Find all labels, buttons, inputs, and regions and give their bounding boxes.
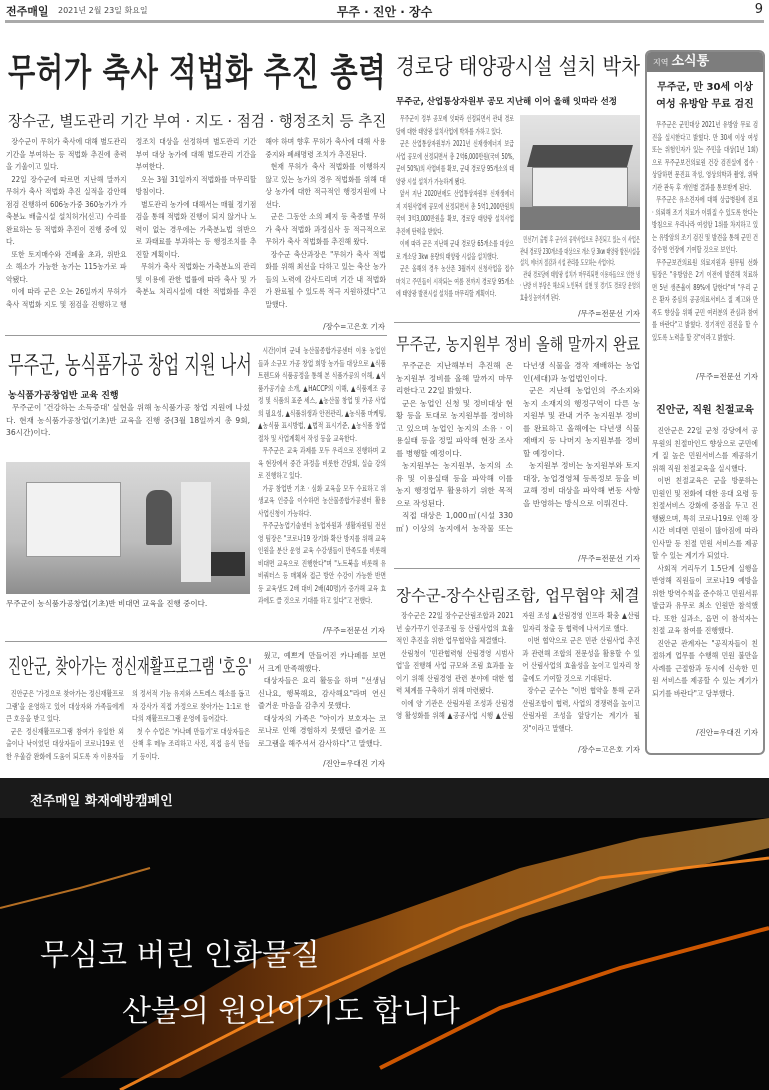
headline-livestock: 무허가 축사 적법화 추진 총력 <box>8 51 387 94</box>
paragraph: 무주군은 교육 과제를 모두 우리으로 진행하며 교육 현장에서 중간 과정을 비롯한 간담회, 실습 강의로 진행하고 있다. <box>258 446 386 480</box>
title-line: 무주군, 만 30세 이상 <box>657 82 753 93</box>
paragraph: 웠고, 예쁘게 만들어진 카나페를 보면서 크게 만족해했다. <box>258 651 386 673</box>
byline: /진안=우대진 기자 <box>696 728 758 737</box>
paragraph: 무주군이 정부 공모에 잇따라 선정되면서 관내 경로당에 대한 태양광 설치사업에 박차를 가하고 있다. <box>396 114 514 136</box>
paragraph: 또한 토지매수와 건폐율 초과, 위반요소 해소가 가능한 농가는 115농가로 파악됐다. <box>6 249 127 284</box>
paragraph: 무주군이 '건강하는 소득증대' 실현을 위해 농식품가공 창업 지원에 나섰다. 현재 농식품가공창업(기초)반 교육을 진행 중(3월 18일까지 총 9회, 36시간)이다. <box>6 403 250 437</box>
article-text <box>652 425 758 700</box>
paragraph: 가공 창업반 기초 · 심화 교육을 모두 수료하고 위생교육 인증을 이수하면 농산물종합가공센터 활용 사업신청이 가능하다. <box>258 483 386 518</box>
paragraph: 별도관리 농가에 대해서는 매월 정기점검을 통해 적법화 진행이 되지 않거나 노력이 없는 경우에는 가축분뇨법 위반으로 과태료를 부과하는 등 행정조치를 추진할 계획이다. <box>135 199 257 259</box>
subhead-food-startup: 농식품가공창업반 교육 진행 <box>8 391 119 401</box>
fire-prevention-ad <box>0 778 769 1090</box>
paragraph: 22일 장수군에 따르면 지난해 말까지 무허가 축사 적법화 추진 실적을 감안해 점검 진행하여 606농가중 360농가가 가축분뇨 배출시설 설치허가(신고) 수리를 완료하는 등 적법화 추진이 진행 중에 있다. <box>6 174 127 246</box>
byline: /무주=전문선 기자 <box>323 626 385 635</box>
ad-campaign-title: 전주매일 화재예방캠페인 <box>30 794 173 809</box>
byline: /진안=우대진 기자 <box>323 759 385 768</box>
paragraph: 첫 수 수업은 '카나페 만들기'로 대상자들은 산책 후 메뉴 조리하고 사진, 직접 음식 만들기 등이다. <box>132 726 250 761</box>
sidebar-label-small: 지역 <box>653 58 669 67</box>
byline: /무주=전문선 기자 <box>578 309 640 318</box>
paragraph: 직접 대상은 1,000㎡(시설 330㎡) 이상의 농지에서 농작물 또는 다년생 식물을 경작 재배하는 농업인(세대)과 농업법인이다. <box>396 361 640 533</box>
headline-forestry-mou: 장수군-장수산림조합, 업무협약 체결 <box>396 586 640 605</box>
ad-line-2: 산불의 원인이기도 합니다 <box>122 994 460 1029</box>
paragraph: 이번 친절교육은 군을 방문하는 민원인 및 전화에 대한 응대 요령 등 친절서비스 강화에 중점을 두고 진행됐으며, 특히 코로나19로 인해 장시간 비대면 민원이 많아짐에 따라 인사말 등 친절 민원 서비스를 제공할 수 있는 계기가 되었다. <box>652 476 758 560</box>
sidebar-label-big: 소식통 <box>671 54 710 69</box>
article-body-solar <box>396 113 514 315</box>
article-text <box>652 119 758 344</box>
byline: /무주=전문선 기자 <box>696 372 758 381</box>
paragraph: 이에 따라 군은 오는 26일까지 무허가 축사 적법화 지도 및 점검을 진행하고 행정조치 대상을 선정하며 별도관리 기간 부여 대상 농가에 대해 별도관리 기간을 부여한다. <box>6 137 257 309</box>
paragraph: 사회적 거리두기 1.5단계 실행을 반영해 직원들이 코로나19 예방을 위한 방역수칙을 준수하고 민원서류 발급과 유무로 최소 인원만 참석했다. 또한 실과소, 읍면 이 참석자는 친절 교육 참여를 진행했다. <box>652 563 758 635</box>
article-body-farmland <box>396 360 640 548</box>
paragraph: 관내 경로당에 태양광 설치가 마무리되면 이용자들으로 인한 냉 · 난방 비 부담은 해소되 노인복지 실현 및 경기도 경로당 운영의 효율성 높아지게 된다. <box>520 269 640 302</box>
paragraph: 이번 협약으로 군은 민관 산림사업 추진과 관련해 조합의 전문성을 활용할 수 있어 산림사업의 효율성을 높이고 일자리 창출에도 기여할 것으로 기대된다. <box>522 636 640 683</box>
sidebar-local-news <box>645 50 765 755</box>
title-line: 여성 유방암 무료 검진 <box>656 99 754 110</box>
photo-senior-center-solar <box>520 115 640 230</box>
article-body-mental-rehab <box>6 688 250 772</box>
sidebar-item-body <box>652 425 758 725</box>
newspaper-logo: 전주매일 <box>6 5 49 18</box>
paragraph: 이에 양 기관은 산림자원 조성과 산림경영 활성화를 위해 ▲공공사업 시행 ▲산림자원 조성 ▲산림경영 인프라 확충 ▲산림일자리 창출 등 협력에 나서기로 했다. <box>396 611 640 720</box>
article-text <box>6 688 250 763</box>
paragraph: 앞서 지난 2020년에도 산업통상자원부 신재생에너지 지원사업에 공모에 선정되면서 총 5억1,200만원의 국비 3억3,000만원을 확보, 경로당 태양광 설치사업 추진에 탄력을 받았다. <box>396 189 514 236</box>
ground <box>520 207 640 230</box>
headline-solar: 경로당 태양광시설 설치 박차 <box>396 55 641 80</box>
page-number: 9 <box>754 2 763 17</box>
section-title: 무주 · 진안 · 장수 <box>336 5 433 19</box>
headline-mental-rehab: 진안군, 찾아가는 정신재활프로그램 '호응' <box>8 654 252 678</box>
article-text <box>258 345 386 608</box>
subtitle-solar: 무주군, 산업통상자원부 공모 지난해 이어 올해 잇따라 선정 <box>396 97 618 107</box>
article-text <box>396 610 640 735</box>
solar-panel-roof <box>527 145 633 167</box>
projector-screen <box>26 482 121 557</box>
article-text <box>258 650 386 750</box>
paragraph: 무주군은 지난해부터 추진해 온 농지원부 정비를 올해 말까지 마무리한다고 22일 밝혔다. <box>396 361 513 395</box>
paragraph: 장수군 군수는 "이번 협약을 통해 군과 산림조합이 협력, 사업의 경쟁력을 높이고 산림자원 조성을 앞당기는 계기가 될 것"이라고 말했다. <box>522 686 640 733</box>
sidebar-header <box>647 52 763 72</box>
header-divider <box>5 20 764 23</box>
paragraph: 무주군농업기술센터 농업자원과 생활자원팀 전선영 팀장은 "코로나19 장기화 확산 방지를 위해 교육 인원을 분산 운영 교육 수강생들이 만족도를 비롯해 비대면 교육으로 진행한다"며 "노트북을 비롯해 유비쿼터스 등 매체와 접근 방안 수강이 가능한 반면 등 교육생도 2배 대비 2배(40명)가 증가해 교육 효과에도 클 것으로 기대를 하고 있다"고 전했다. <box>258 521 386 605</box>
paragraph: 이에 따라 군은 지난해 군내 경로당 65개소를 대상으로 개소당 3kw 용량의 태양광 시설을 설치했다. <box>396 239 514 261</box>
subtitle-livestock: 장수군, 별도관리 기간 부여 · 지도 · 점검 · 행정조치 등 추진 <box>8 112 387 130</box>
paragraph: 대상자의 가족은 "아이가 보호자는 코로나로 인해 경험하지 못했던 즐거운 프로그램을 해주셔서 감사하다"고 말했다. <box>258 713 386 748</box>
divider <box>5 641 387 642</box>
speaker-person <box>146 490 172 545</box>
divider <box>394 322 640 323</box>
paragraph: 농지원부 정비는 농지원부와 토지대장, 농업경영체 등록정보 등을 비교해 정비 대상을 파악해 변동 사항을 반영하는 방식으로 이뤄진다. <box>523 461 640 508</box>
paragraph: 군은 지난해 농업인의 주소지와 농지 소재지의 행정구역이 다른 농지원부 및 관내 거주 농지원부 정비를 완료하고 올해에는 다년생 식물 재배지 등 나머지 농지원부를 정비할 예정이다. <box>523 386 640 458</box>
sidebar-item-title <box>647 79 763 113</box>
paragraph: 산림청이 '민관협력형 산림경영 시범사업'을 진행해 사업 규모와 조림 효과를 높이기 위해 산림경영 관련 분야에 대한 협력 체계를 구축하기 위해 마련됐다. <box>396 648 514 695</box>
photo-food-startup-class <box>6 462 250 594</box>
paragraph: 군은 올해의 경우 농산촌 3월까지 신청사업을 접수 마치고 주민들이 시작되는 여름 전까지 경로당 95개소에 태양광 발전시설 설치를 마무리할 계획이다. <box>396 264 514 298</box>
laptop <box>211 552 245 576</box>
banner-stand <box>181 482 211 582</box>
article-body-forestry-mou <box>396 610 640 738</box>
paragraph: 민선7기 출범 후 군수의 공약사업으로 추진되고 있는 이 사업은 관내 경로당 230개소를 대상으로 개소 당 3kw 태양광 발전시설을 설치, 에너지 절감과 시설 관리를 도모하는 사업이다. <box>520 235 640 267</box>
headline-food-startup: 무주군, 농식품가공 창업 지원 나서 <box>8 351 252 379</box>
article-text <box>520 234 640 303</box>
article-body-mental-rehab-cont <box>258 650 386 752</box>
paragraph: 군은 농업인 신청 및 정비대상 현황 등을 토대로 농지원부를 정비하고 있으며 농업인 농지의 소유 · 이용실태 등을 정밀 파악해 현장 조사를 병행할 예정이다. <box>396 398 513 458</box>
article-body-food-startup <box>6 402 250 456</box>
paragraph: 무주군보건의료원 의료지원과 원무팀 선화 팀장은 "유방암은 2기 이전에 발견해 치료하면 5년 생존율이 89%에 달한다"며 "우리 군은 환자 중심의 공공의료서비스 질 제고와 만족도 향상을 위해 군민 여러분의 관심과 참여를 바란다"고 밝혔다. 정기적인 검진을 할 수 있도록 노력을 할 것"이라고 밝혔다. <box>652 257 758 342</box>
byline: /장수=고은호 기자 <box>323 322 385 331</box>
paragraph: 장수군이 무허가 축사에 대해 별도관리 기간을 부여하는 등 적법화 추진에 총력을 기울이고 있다. <box>6 137 127 171</box>
paragraph: 장수군은 22일 장수군산림조합과 2021년 숲가꾸기 인공조림 등 산림사업의 효율적인 추진을 위한 업무협약을 체결했다. <box>396 611 514 645</box>
paragraph: 군은 산업통상자원부가 2021년 신재생에너지 보급사업 공모에 선정되면서 총 2억6,000만원(국비 50%, 군비 50%)의 사업비를 확보, 군내 경로당 95개소의 태양광 시설 설치가 가능하게 됐다. <box>396 139 514 186</box>
paragraph: 대상자들은 요리 활동을 하며 "선생님 신나요, 행복해요, 감사해요"라며 연신 즐거운 마음을 감추지 못했다. <box>258 676 386 710</box>
article-text <box>6 402 250 440</box>
paragraph: 진안군 관계자는 "공직자들이 친절하게 업무를 수행해 민원 불만을 사례를 근절함과 동시에 신속한 민원 서비스를 제공할 수 있는 계기가 되기를 바란다"고 당부했다. <box>652 638 758 698</box>
paragraph: 무주군은 군민대상 2021년 유방암 무료 검진을 실시한다고 밝혔다. 만 30세 이상 여성 또는 위험인자가 있는 주민을 대상(1년 1회)으로 무주군보건의료원 건강 검진실에 접수 · 상담하면 문진표 작성, 영상의학과 촬영, 위탁기관 판독 후 개인별 결과를 통보받게 된다. <box>652 120 758 192</box>
article-body-livestock <box>6 136 386 316</box>
paragraph: 농지원부는 농지원부, 농지의 소유 및 이용실태 등을 파악해 이를 농지 행정업무 활용하기 위한 목적으로 작성된다. <box>396 461 513 508</box>
article-text <box>396 113 514 301</box>
photo-caption: 무주군이 농식품가공창업(기초)반 비대면 교육을 진행 중이다. <box>6 599 208 608</box>
ad-line-1: 무심코 버린 인화물질 <box>40 938 320 973</box>
article-text <box>6 136 386 311</box>
paragraph: 군은 정신재활프로그램 참여가 유일한 외출이나 낙이었던 대상자들이 코로나19로 인한 우울감 완화에 도움이 되도록 자 이용자들의 정서적 기능 유지와 스트레스 해소를 돕고자 강사가 직접 가정으로 찾아가는 1:1로 한다의 재활프로그램 운영에 들어갔다. <box>6 689 250 761</box>
article-body-food-startup-cont <box>258 345 386 617</box>
paragraph: 무허가 축사 적법화는 가축분뇨의 관리 및 이용에 관한 법률에 따라 축사 및 가축분뇨 처리시설에 대한 적법화를 추진해야 하며 향후 무허가 축사에 대해 사용중지와 폐쇄명령 조치가 추진된다. <box>135 137 386 296</box>
article-body-solar-cont <box>520 234 640 304</box>
paragraph: 진안군은 22일 군청 강당에서 공무원의 친절마인드 향상으로 군민에게 질 높은 민원서비스를 제공하기 위해 직원 친절교육을 실시했다. <box>652 426 758 473</box>
paragraph: 군은 그동안 소의 폐지 등 축종별 무허가 축사 적법화 과정심사 등 적극적으로 무허가 축사 적법화를 추진해 왔다. <box>265 212 386 246</box>
paragraph: 현재 무허가 축사 적법화를 이행하지 않고 있는 농가의 경우 적법화를 위해 대상 농가에 대한 적극적인 행정지원에 나선다. <box>265 162 386 209</box>
paragraph: 무주군은 유소견자에 대해 상급병원에 진료 · 의뢰해 조기 치료가 이뤄질 수 있도록 한다는 방침으로 우리나라 여성암 1위를 차지하고 있는 유방암의 조기 검진 및 발견을 통해 군민 건강수명 연장에 기여할 것으로 보인다. <box>652 195 758 254</box>
article-text <box>396 360 640 535</box>
building <box>532 167 628 207</box>
headline-farmland: 무주군, 농지원부 정비 올해 말까지 완료 <box>396 335 641 355</box>
sidebar-item-body <box>652 119 758 369</box>
issue-date: 2021년 2월 23일 화요일 <box>58 6 148 15</box>
byline: /무주=전문선 기자 <box>578 554 640 563</box>
paragraph: 진안군은 '가정으로 찾아가는 정신재활프로그램'을 운영하고 있어 대상자와 가족들에게 큰 호응을 받고 있다. <box>6 689 124 723</box>
paragraph: 시간)이며 군내 농산물종합가공센터 이용 농업인들과 소규모 가공 창업 희망 농가들 대상으로 ▲식품트렌드와 식품공정을 통해 본 식품가공의 이해, ▲식품가공기술 소개, ▲HACCP의 이해, ▲식품제조 공정 및 식품의 표준 세스, ▲농산물 창업 및 가공 사업의 필요성, ▲식품위생과 안전관리, ▲농식품 마케팅, ▲농식품 표시방법, ▲법적 표시기준, ▲농식품 창업절차 및 사업계획서 작성 등을 교육한다. <box>258 346 386 443</box>
paragraph: 장수군 축산과장은 "무허가 축사 적법화를 위해 최선을 다하고 있는 축산 농가들의 노력에 감사드리며 기간 내 적법화가 완료될 수 있도록 적극 지원하겠다"고 말했다. <box>265 249 386 309</box>
sidebar-item-title: 진안군, 직원 친절교육 <box>656 405 754 416</box>
paragraph: 오는 3월 31일까지 적법화를 마무리할 방침이다. <box>135 174 257 196</box>
divider <box>394 568 640 569</box>
byline: /장수=고은호 기자 <box>578 745 640 754</box>
divider <box>5 335 387 336</box>
